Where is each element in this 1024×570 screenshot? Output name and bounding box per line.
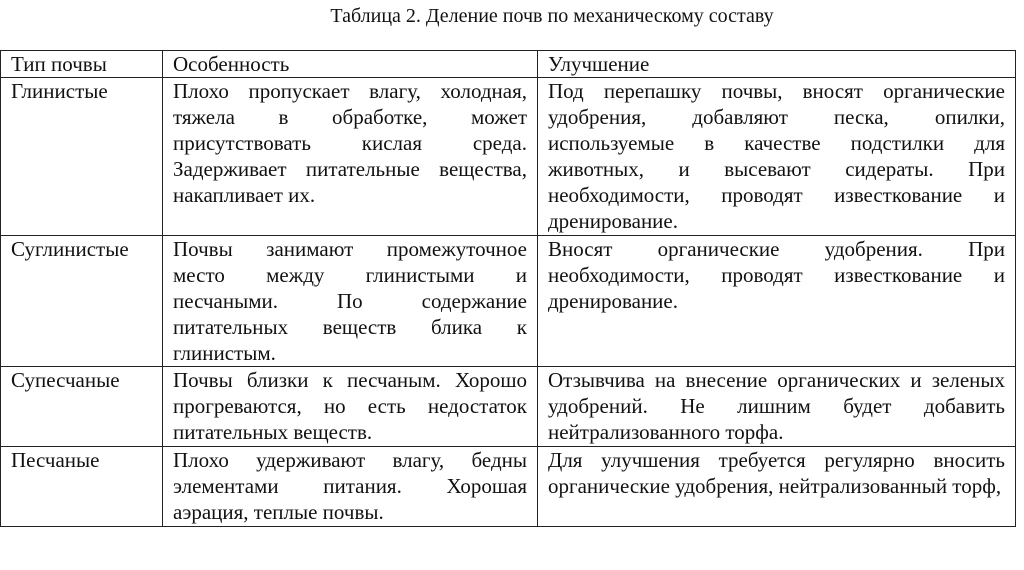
cell-feature: Плохо удерживают влагу, бедны элементами питания. Хорошая аэрация, теплые почвы. bbox=[163, 447, 538, 527]
header-feature: Особенность bbox=[163, 51, 538, 78]
cell-improvement: Отзывчива на внесение органических и зеленых удобрений. Не лишним будет добавить нейтрализованного торфа. bbox=[538, 367, 1016, 447]
cell-improvement: Под перепашку почвы, вносят органические удобрения, добавляют песка, опилки, используемые в качестве подстилки для животных, и высевают сидераты. При необходимости, проводят известкование и дренирование. bbox=[538, 78, 1016, 236]
header-soil-type: Тип почвы bbox=[1, 51, 163, 78]
cell-feature: Плохо пропускает влагу, холодная, тяжела в обработке, может присутствовать кислая среда. Задерживает питательные вещества, накапливает их. bbox=[163, 78, 538, 236]
table-row bbox=[1, 447, 1016, 527]
cell-feature: Почвы близки к песчаным. Хорошо прогреваются, но есть недостаток питательных веществ. bbox=[163, 367, 538, 447]
table-row bbox=[1, 236, 1016, 367]
header-improvement: Улучшение bbox=[538, 51, 1016, 78]
cell-soil-type: Супесчаные bbox=[1, 367, 163, 447]
cell-improvement: Для улучшения требуется регулярно вносить органические удобрения, нейтрализованный торф, bbox=[538, 447, 1016, 527]
soil-table bbox=[0, 50, 1016, 527]
table-caption: Таблица 2. Деление почв по механическому составу bbox=[330, 5, 774, 27]
table-row bbox=[1, 367, 1016, 447]
cell-feature: Почвы занимают промежуточное место между глинистыми и песчаными. По содержание питательных веществ блика к глинистым. bbox=[163, 236, 538, 367]
cell-improvement: Вносят органические удобрения. При необходимости, проводят известкование и дренирование. bbox=[538, 236, 1016, 367]
cell-soil-type: Суглинистые bbox=[1, 236, 163, 367]
cell-soil-type: Песчаные bbox=[1, 447, 163, 527]
table-row bbox=[1, 78, 1016, 236]
cell-soil-type: Глинистые bbox=[1, 78, 163, 236]
table-header-row bbox=[1, 51, 1016, 78]
